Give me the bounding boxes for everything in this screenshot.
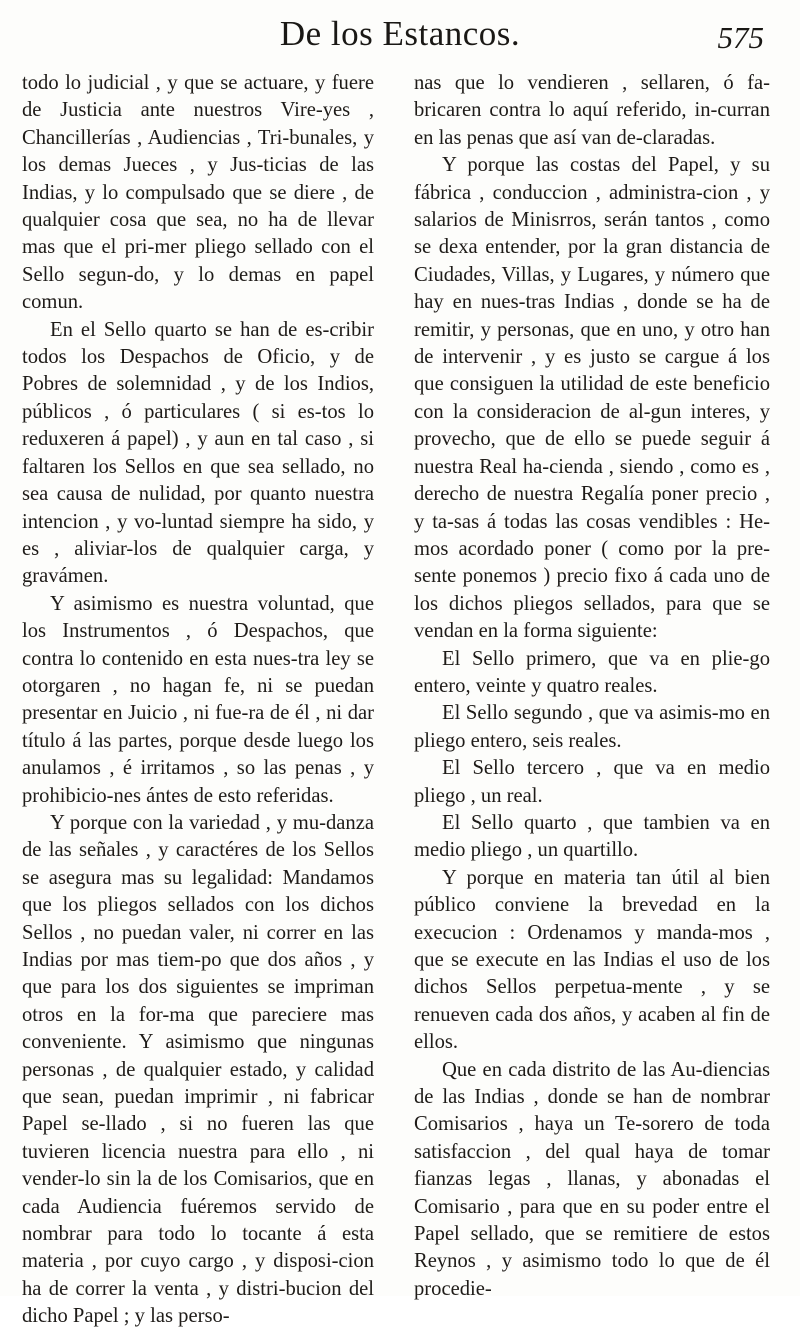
right-text-column (414, 70, 770, 1303)
paragraph: Y asimismo es nuestra voluntad, que los Instrumentos , ó Despachos, que contra lo contenido en esta nues-tra ley se otorgaren , no hagan fe, ni se puedan presentar en Juicio , ni fue-ra de él , ni dar título á las partes, porque desde luego los anulamos , é irritamos , so las penas , y prohibicio-nes ántes de esto referidas. (22, 592, 374, 807)
left-text-column (22, 70, 374, 1331)
paragraph: El Sello tercero , que va en medio pliego , un real. (414, 757, 770, 807)
running-header (0, 8, 800, 68)
paragraph: todo lo judicial , y que se actuare, y fuere de Justicia ante nuestros Vire-yes , Chancillerías , Audiencias , Tri-bunales, y los demas Jueces , y Jus-ticias de las Indias, y lo compulsado que se diere , de qualquier cosa que sea, no ha de llevar mas que el pri-mer pliego sellado con el Sello segun-do, y lo demas en papel comun. (22, 72, 374, 314)
page-number: 575 (717, 20, 764, 55)
paragraph: nas que lo vendieren , sellaren, ó fa-bricaren contra lo aquí referido, in-curran en las penas que así van de-claradas. (414, 72, 770, 149)
paragraph: Y porque con la variedad , y mu-danza de las señales , y caractéres de los Sellos se asegura mas su legalidad: Mandamos que los pliegos sellados con los dichos Sellos , no puedan valer, ni correr en las Indias por mas tiem-po que dos años , y que para los dos siguientes se impriman otros en la for-ma que pareciere mas conveniente. Y asimismo que ningunas personas , de qualquier estado, y calidad que sean, puedan imprimir , ni fabricar Papel se-llado , si no fueren las que tuvieren licencia nuestra para ello , ni vender-lo sin la de los Comisarios, que en cada Audiencia fuéremos servido de nombrar para todo lo tocante á esta materia , por cuyo cargo , y disposi-cion ha de correr la venta , y distri-bucion del dicho Papel ; y las perso- (22, 811, 374, 1328)
running-title: De los Estancos. (279, 14, 521, 53)
paragraph: Que en cada distrito de las Au-diencias de las Indias , donde se han de nombrar Comisarios , haya un Te-sorero de toda satisfaccion , del qual haya de tomar fianzas legas , llanas, y abonadas el Comisario , para que en su poder entre el Papel sellado, que se remitiere de estos Reynos , y asimismo todo lo que de él procedie- (414, 1058, 770, 1300)
paragraph: Y porque las costas del Papel, y su fábrica , conduccion , administra-cion , y salarios de Minisrros, serán tantos , como se dexa entender, por la gran distancia de Ciudades, Villas, y Lugares, y número que hay en nues-tras Indias , donde se ha de remitir, y personas, que en uno, y otro han de intervenir , y es justo se cargue á los que consiguen la utilidad de este beneficio con la consideracion de al-gun interes, y provecho, que de ello se puede seguir á nuestra Real ha-cienda , siendo , como es , derecho de nuestra Regalía poner precio , y ta-sas á todas las cosas vendibles : He-mos acordado poner ( como por la pre-sente ponemos ) precio fixo á cada uno de los dichos pliegos sellados, para que se vendan en la forma siguiente: (414, 154, 770, 643)
paragraph: En el Sello quarto se han de es-cribir todos los Despachos de Oficio, y de Pobres de solemnidad , y de los Indios, públicos , ó particulares ( si es-tos lo reduxeren á papel) , y aun en tal caso , si faltaren los Sellos en que sea sellado, no sea causa de nulidad, por quanto nuestra intencion , y vo-luntad siempre ha sido, y es , aliviar-los de qualquier carga, y gravámen. (22, 318, 374, 588)
paragraph: Y porque en materia tan útil al bien público conviene la brevedad en la execucion : Ordenamos y manda-mos , que se execute en las Indias el uso de los dichos Sellos perpetua-mente , y se renueven cada dos años, y acaben al fin de ellos. (414, 866, 770, 1054)
paragraph: El Sello quarto , que tambien va en medio pliego , un quartillo. (414, 811, 770, 862)
paragraph: El Sello segundo , que va asimis-mo en pliego entero, seis reales. (414, 702, 770, 752)
paragraph: El Sello primero, que va en plie-go entero, veinte y quatro reales. (414, 647, 770, 697)
